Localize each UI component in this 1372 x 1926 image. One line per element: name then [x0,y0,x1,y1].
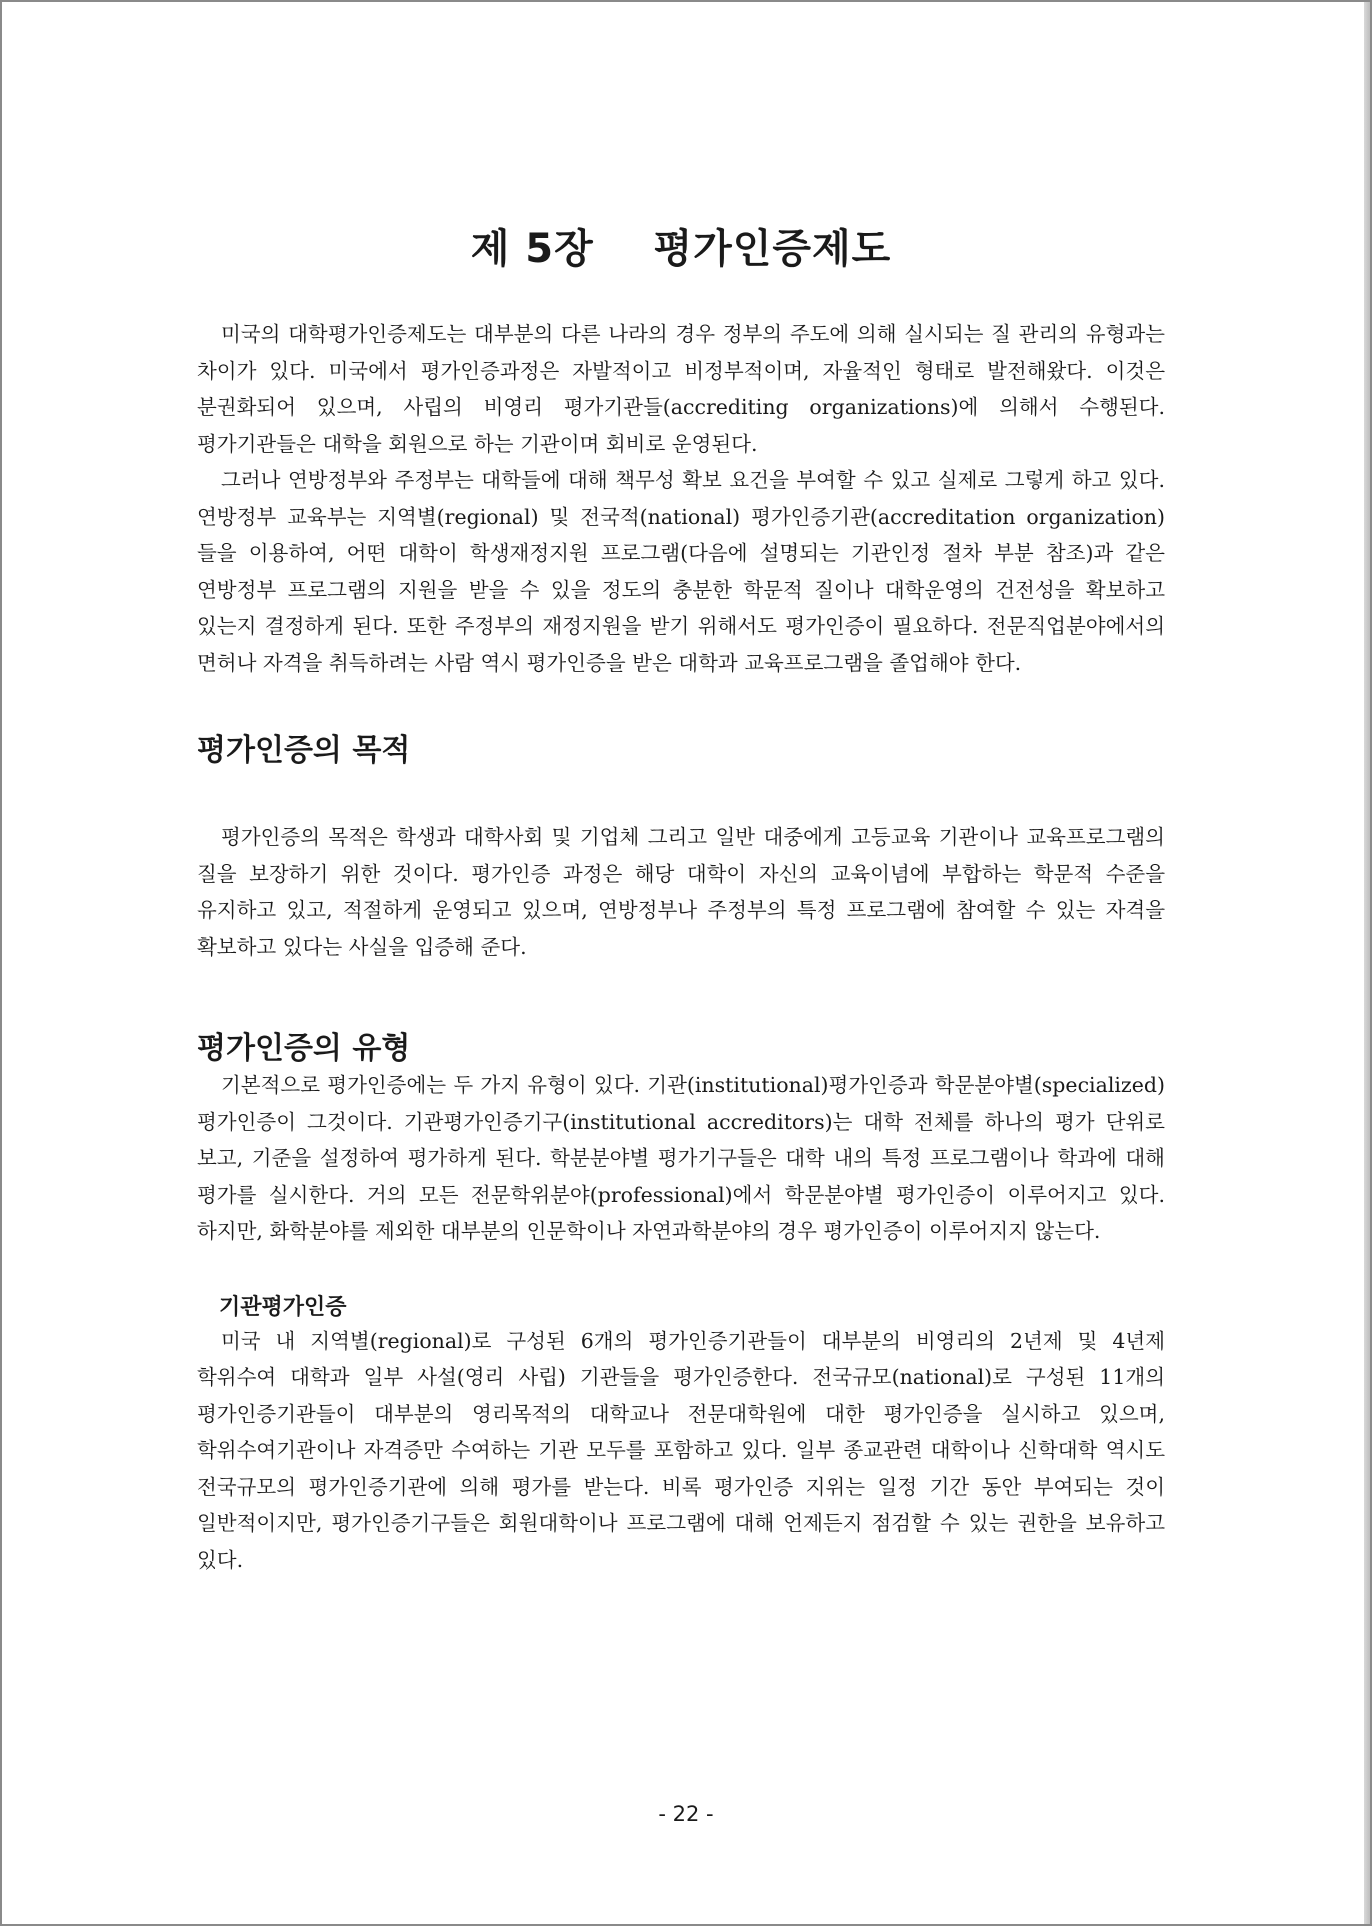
intro-paragraph-1: 미국의 대학평가인증제도는 대부분의 다른 나라의 경우 정부의 주도에 의해 실시되는 질 관리의 유형과는 차이가 있다. 미국에서 평가인증과정은 자발적이고 비정부적이며, 자율적인 형태로 발전해왔다. 이것은 분권화되어 있으며, 사립의 비영리 평가기관들(accrediting organizations)에 의해서 수행된다. 평가기관들은 대학을 회원으로 하는 기관이며 회비로 운영된다. [197,322,1165,456]
subheading-institutional: 기관평가인증 [219,1294,347,1320]
page-content [197,217,1165,1578]
section-heading-purpose: 평가인증의 목적 [197,733,411,768]
types-paragraph: 기본적으로 평가인증에는 두 가지 유형이 있다. 기관(institutional)평가인증과 학문분야별(specialized) 평가인증이 그것이다. 기관평가인증기구(institutional accreditors)는 대학 전체를 하나의 평가 단위로 보고, 기준을 설정하여 평가하게 된다. 학분분야별 평가기구들은 대학 내의 특정 프로그램이나 학과에 대해 평가를 실시한다. 거의 모든 전문학위분야(professional)에서 학문분야별 평가인증이 이루어지고 있다. 하지만, 화학분야를 제외한 대부분의 인문학이나 자연과학분야의 경우 평가인증이 이루어지지 않는다. [197,1073,1165,1243]
chapter-title: 제 5장 평가인증제도 [470,226,892,272]
intro-paragraph-2: 그러나 연방정부와 주정부는 대학들에 대해 책무성 확보 요건을 부여할 수 있고 실제로 그렇게 하고 있다. 연방정부 교육부는 지역별(regional) 및 전국적(national) 평가인증기관(accreditation organization)들을 이용하여, 어떤 대학이 학생재정지원 프로그램(다음에 설명되는 기관인정 절차 부분 참조)과 같은 연방정부 프로그램의 지원을 받을 수 있을 정도의 충분한 학문적 질이나 대학운영의 건전성을 확보하고 있는지 결정하게 된다. 또한 주정부의 재정지원을 받기 위해서도 평가인증이 필요하다. 전문직업분야에서의 면허나 자격을 취득하려는 사람 역시 평가인증을 받은 대학과 교육프로그램을 졸업해야 한다. [197,468,1165,675]
purpose-paragraph: 평가인증의 목적은 학생과 대학사회 및 기업체 그리고 일반 대중에게 고등교육 기관이나 교육프로그램의 질을 보장하기 위한 것이다. 평가인증 과정은 해당 대학이 자신의 교육이념에 부합하는 학문적 수준을 유지하고 있고, 적절하게 운영되고 있으며, 연방정부나 주정부의 특정 프로그램에 참여할 수 있는 자격을 확보하고 있다는 사실을 입증해 준다. [197,825,1165,959]
page-number: - 22 - [658,1802,714,1826]
section-heading-types: 평가인증의 유형 [197,1031,411,1066]
institutional-paragraph: 미국 내 지역별(regional)로 구성된 6개의 평가인증기관들이 대부분의 비영리의 2년제 및 4년제 학위수여 대학과 일부 사설(영리 사립) 기관들을 평가인증한다. 전국규모(national)로 구성된 11개의 평가인증기관들이 대부분의 영리목적의 대학교나 전문대학원에 대한 평가인증을 실시하고 있으며, 학위수여기관이나 자격증만 수여하는 기관 모두를 포함하고 있다. 일부 종교관련 대학이나 신학대학 역시도 전국규모의 평가인증기관에 의해 평가를 받는다. 비록 평가인증 지위는 일정 기간 동안 부여되는 것이 일반적이지만, 평가인증기구들은 회원대학이나 프로그램에 대해 언제든지 점검할 수 있는 권한을 보유하고 있다. [197,1328,1165,1572]
